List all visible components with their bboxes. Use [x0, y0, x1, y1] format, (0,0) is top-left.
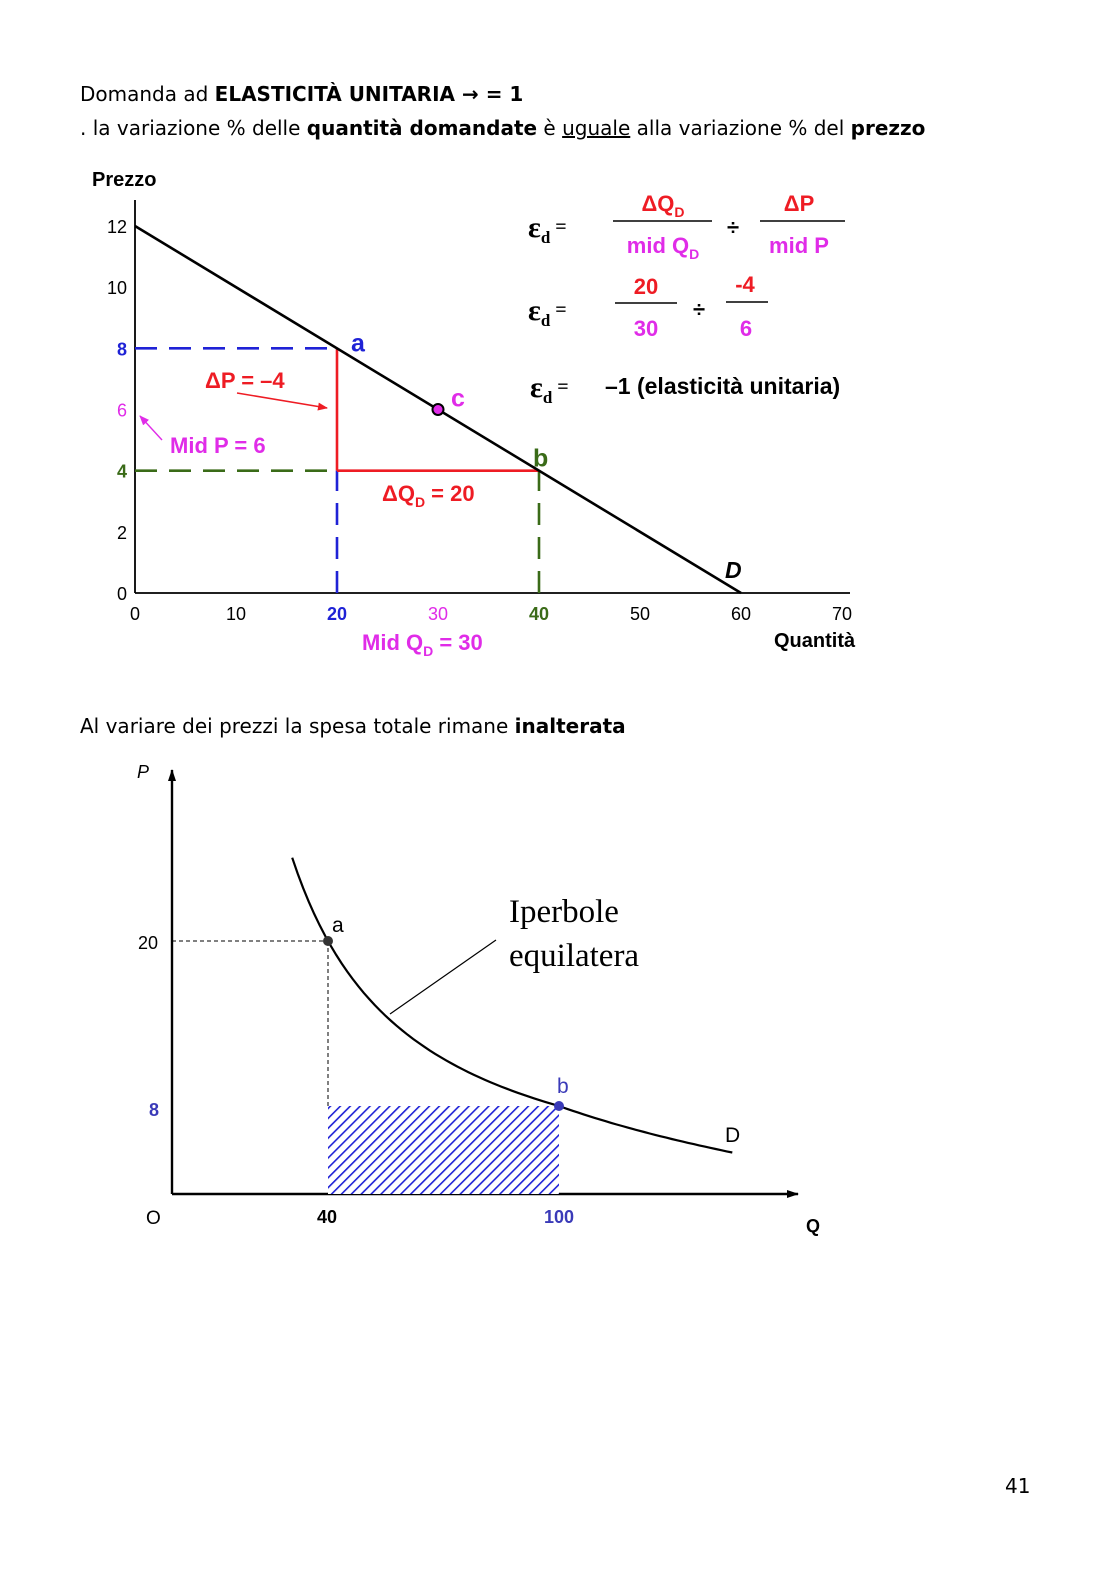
elasticity-formula	[528, 191, 845, 407]
c1-x-tick-50: 50	[629, 604, 651, 624]
c1-point-c	[433, 404, 444, 415]
c2-x-tick-100: 100	[543, 1207, 575, 1227]
heading-bold-text: ELASTICITÀ UNITARIA	[214, 82, 456, 106]
c1-y-tick-4: 4	[116, 461, 127, 482]
c2-origin: O	[146, 1208, 161, 1229]
formula-row1-div: ÷	[726, 215, 740, 240]
page-number: 41	[1005, 1474, 1031, 1498]
c1-y-tick-10: 10	[106, 278, 127, 299]
c1-delta-p-arrow	[237, 393, 327, 408]
linear-demand-chart	[92, 169, 856, 659]
c1-point-a-label: a	[351, 329, 365, 358]
formula-row2-div: ÷	[692, 297, 706, 322]
formula-num-minus4: -4	[735, 272, 755, 297]
c1-mid-q-label: Mid $Q_D = 30$	[362, 630, 483, 659]
desc-underline: uguale	[562, 116, 631, 140]
c2-y-tick-20: 20	[138, 933, 159, 953]
formula-row1-eps: $\varepsilon_d$ =	[528, 211, 567, 247]
c1-y-tick-12: 12	[106, 217, 127, 237]
formula-den-midp: mid P	[769, 233, 829, 258]
c1-y-tick-labels	[107, 217, 127, 604]
heading-arrow-text: → = 1	[455, 82, 524, 106]
c1-y-tick-2: 2	[116, 522, 127, 543]
c2-point-a-label: a	[332, 914, 344, 937]
formula-result: –1 (elasticità unitaria)	[605, 373, 841, 399]
c2-point-b-label: b	[557, 1075, 569, 1098]
formula-den-30: 30	[633, 316, 659, 341]
formula-num-20: 20	[633, 274, 659, 299]
c1-point-c-label: c	[451, 384, 465, 413]
conclusion-bold: inalterata	[514, 714, 626, 738]
c1-y-tick-0: 0	[116, 584, 127, 604]
formula-row2-eps: $\varepsilon_d$ =	[528, 294, 567, 330]
heading-text: Domanda ad	[80, 82, 215, 106]
c1-y-tick-6: 6	[116, 400, 127, 421]
desc-bold-2: prezzo	[850, 116, 926, 140]
c1-x-tick-10: 10	[225, 604, 247, 624]
c1-x-tick-60: 60	[730, 604, 752, 624]
c1-point-b-label: b	[533, 444, 549, 473]
c2-curve-label-1: Iperbole	[509, 894, 619, 930]
desc-text-3: alla variazione % del	[630, 116, 851, 140]
c2-ylabel: P	[137, 762, 150, 782]
c1-curve-label: D	[725, 557, 742, 583]
c1-ylabel: Prezzo	[92, 169, 157, 191]
c2-curve-label-2: equilatera	[509, 938, 640, 974]
desc-text-1: . la variazione % delle	[80, 116, 307, 140]
c2-point-b	[554, 1101, 564, 1111]
c2-y-tick-8: 8	[149, 1100, 160, 1120]
hyperbola-chart	[137, 762, 820, 1236]
formula-num-dq: $\Delta Q_D$	[641, 191, 685, 220]
c1-x-tick-30: 30	[427, 604, 449, 624]
c2-curve-label-pointer	[390, 940, 496, 1014]
formula-num-dp: ΔP	[783, 191, 815, 216]
formula-den-6: 6	[739, 316, 753, 341]
c2-point-a	[323, 936, 333, 946]
c1-x-tick-20: 20	[326, 604, 348, 624]
c1-x-tick-labels	[130, 604, 852, 624]
c1-delta-p-label: ΔP = –4	[205, 368, 285, 393]
c2-xlabel: Q	[806, 1216, 821, 1236]
desc-bold-1: quantità domandate	[306, 116, 538, 140]
c1-x-tick-0: 0	[129, 604, 141, 624]
formula-row3-eps: $\varepsilon_d$ =	[530, 371, 569, 407]
c2-x-tick-40: 40	[316, 1207, 338, 1227]
conclusion-text: Al variare dei prezzi la spesa totale rimane	[80, 714, 515, 738]
conclusion-line	[80, 714, 626, 738]
c1-mid-p-label: Mid P = 6	[170, 433, 266, 458]
c1-x-tick-70: 70	[831, 604, 853, 624]
c2-total-expenditure-area	[328, 1106, 559, 1194]
c2-curve-end-label: D	[725, 1124, 741, 1147]
formula-den-midq: mid $Q_D$	[626, 233, 700, 262]
desc-text-2: è	[537, 116, 563, 140]
c1-y-tick-8: 8	[116, 339, 127, 360]
c1-x-tick-40: 40	[528, 604, 550, 624]
c1-xlabel: Quantità	[774, 630, 856, 652]
c1-mid-p-arrow	[140, 416, 162, 440]
c1-delta-q-label: $\Delta Q_D = 20$	[382, 481, 475, 510]
